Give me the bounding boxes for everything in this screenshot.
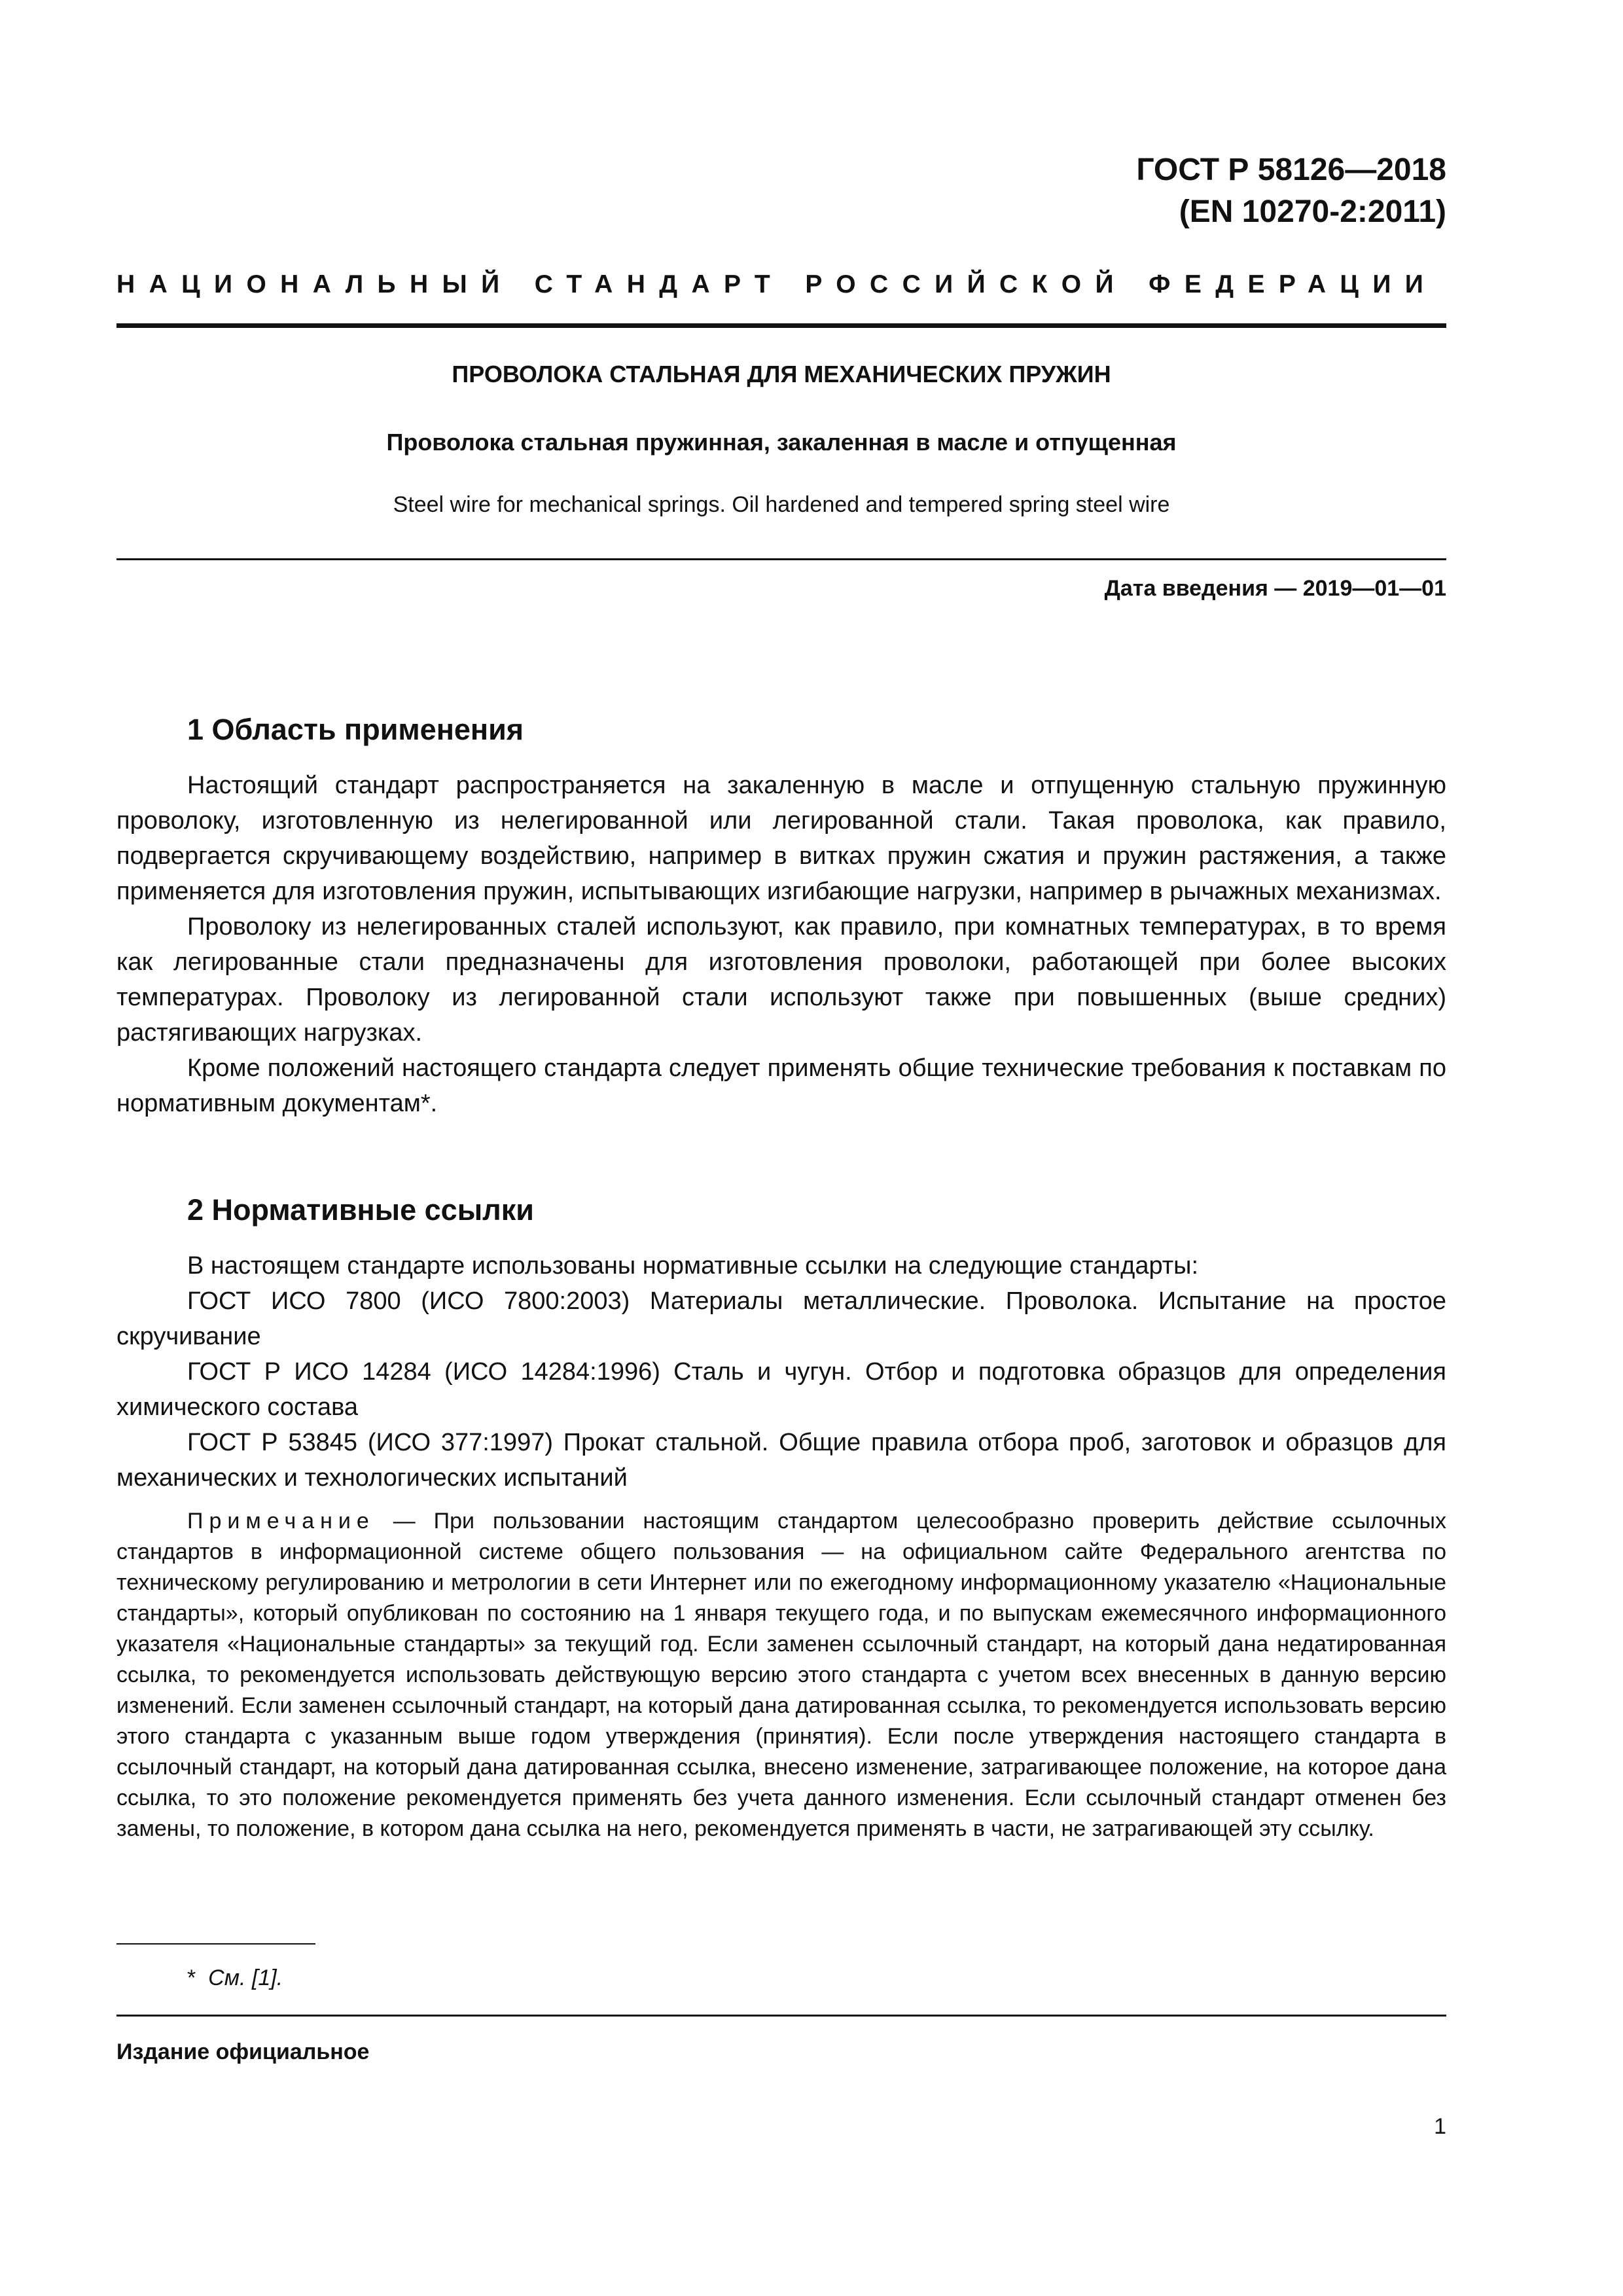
document-number [1136,149,1446,233]
footnote-marker: * [187,1965,196,1990]
note-block [116,1506,1446,1844]
footer-divider [116,2015,1446,2017]
paragraph: Настоящий стандарт распространяется на закаленную в масле и отпущенную стальную пружинную проволоку, изготовленную из нелегированной или легированной стали. Такая проволока, как правило, подвергается скручивающему воздействию, например в витках пружин сжатия и пружин растяжения, а также применяется для изготовления пружин, испытывающих изгибающие нагрузки, например в рычажных механизмах. [116,772,1446,905]
standard-title: ПРОВОЛОКА СТАЛЬНАЯ ДЛЯ МЕХАНИЧЕСКИХ ПРУЖИН [452,361,1111,387]
paragraph: Проволоку из нелегированных сталей используют, как правило, при комнатных температурах, в то время как легированные стали предназначены для изготовления проволоки, работающей при более высоких температурах. Проволоку из легированной стали используют также при повышенных (выше средних) растягивающих нагрузках. [116,913,1446,1047]
document-number-en: (EN 10270-2:2011) [1179,194,1446,229]
paragraph: В настоящем стандарте использованы нормативные ссылки на следующие стандарты: [187,1252,1199,1280]
section-heading-normative-references: 2 Нормативные ссылки [187,1193,534,1227]
paragraph: Кроме положений настоящего стандарта следует применять общие технические требования к поставкам по нормативным документам*. [116,1054,1446,1117]
section-body-normative-references [116,1248,1446,1496]
section-heading-scope: 1 Область применения [187,713,524,746]
standard-subtitle: Проволока стальная пружинная, закаленная в масле и отпущенная [386,429,1177,456]
footnote-text: См. [1]. [208,1965,283,1990]
section-body-scope [116,768,1446,1121]
national-standard-title: НАЦИОНАЛЬНЫЙ СТАНДАРТ РОССИЙСКОЙ ФЕДЕРАЦИИ [116,270,1438,298]
reference-item: ГОСТ Р ИСО 14284 (ИСО 14284:1996) Сталь и чугун. Отбор и подготовка образцов для определения химического состава [116,1358,1446,1421]
reference-item: ГОСТ Р 53845 (ИСО 377:1997) Прокат стальной. Общие правила отбора проб, заготовок и образцов для механических и технологических испытаний [116,1429,1446,1492]
standard-title-english: Steel wire for mechanical springs. Oil hardened and tempered spring steel wire [393,492,1170,517]
official-edition-label: Издание официальное [116,2039,370,2064]
note-text: — При пользовании настоящим стандартом целесообразно проверить действие ссылочных стандартов в информационной системе общего пользования — на официальном сайте Федерального агентства по техническому регулированию и метрологии в сети Интернет или по ежегодному информационному указателю «Национальные стандарты», который опубликован по состоянию на 1 января текущего года, и по выпускам ежемесячного информационного указателя «Национальные стандарты» за текущий год. Если заменен ссылочный стандарт, на который дана недатированная ссылка, то рекомендуется использовать действующую версию этого стандарта с учетом всех внесенных в данную версию изменений. Если заменен ссылочный стандарт, на который дана датированная ссылка, то рекомендуется использовать версию этого стандарта с указанным выше годом утверждения (принятия). Если после утверждения настоящего стандарта в ссылочный стандарт, на который дана датированная ссылка, внесено изменение, затрагивающее положение, на которое дана ссылка, то это положение рекомендуется применять без учета данного изменения. Если ссылочный стандарт отменен без замены, то положение, в котором дана ссылка на него, рекомендуется применять в части, не затрагивающей эту ссылку. [116,1509,1446,1841]
footnote [187,1963,283,1993]
document-number-gost: ГОСТ Р 58126—2018 [1136,152,1446,187]
footnote-divider [116,1943,315,1945]
page-number: 1 [1434,2114,1446,2139]
header-divider [116,323,1446,328]
introduction-date: Дата введения — 2019—01—01 [1104,576,1446,601]
note-label: Примечание [187,1509,375,1534]
reference-item: ГОСТ ИСО 7800 (ИСО 7800:2003) Материалы металлические. Проволока. Испытание на простое скручивание [116,1287,1446,1350]
title-divider [116,558,1446,560]
